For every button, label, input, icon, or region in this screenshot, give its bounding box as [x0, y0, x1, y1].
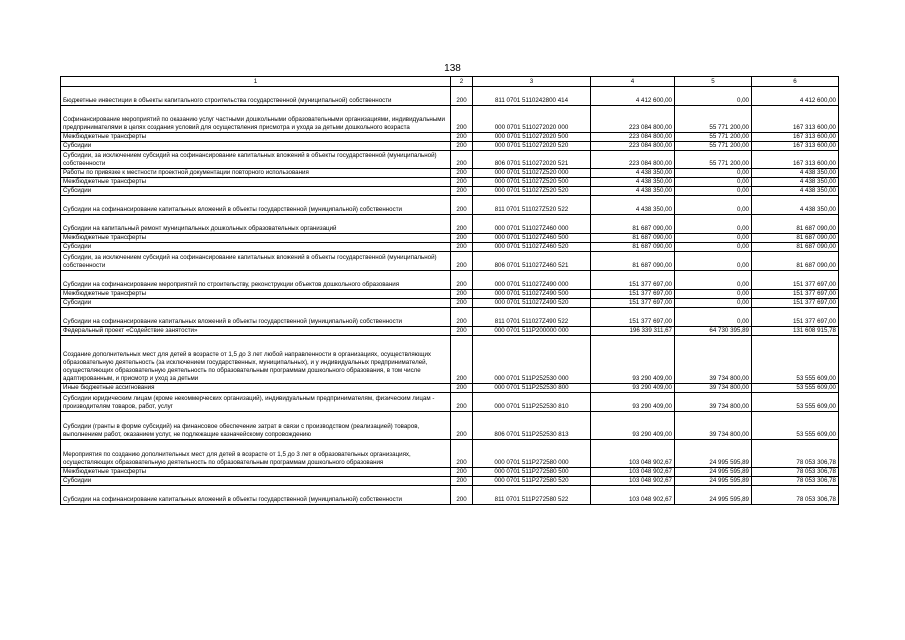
- table-row: [61, 187, 839, 196]
- row-amount-cell: 103 048 902,67: [591, 468, 675, 477]
- row-code-cell: 200: [451, 178, 473, 187]
- row-amount-cell: 167 313 600,00: [752, 151, 839, 169]
- row-code-cell: 200: [451, 384, 473, 393]
- row-name-cell: Субсидии: [61, 142, 451, 151]
- row-code-cell: 200: [451, 234, 473, 243]
- column-header: 5: [675, 77, 752, 87]
- row-amount-cell: 81 687 090,00: [591, 243, 675, 252]
- row-code-cell: 200: [451, 142, 473, 151]
- row-amount-cell: 81 687 090,00: [752, 243, 839, 252]
- row-amount-cell: 81 687 090,00: [591, 215, 675, 234]
- row-code-cell: 200: [451, 468, 473, 477]
- row-amount-cell: 151 377 697,00: [591, 299, 675, 308]
- table-row: [61, 178, 839, 187]
- row-classification-code-cell: 000 0701 5110272020 520: [473, 142, 591, 151]
- table-row: [61, 336, 839, 384]
- row-amount-cell: 4 438 350,00: [752, 196, 839, 215]
- row-amount-cell: 39 734 800,00: [675, 384, 752, 393]
- row-amount-cell: 223 084 800,00: [591, 142, 675, 151]
- table-header-row: [61, 77, 839, 87]
- row-amount-cell: 0,00: [675, 299, 752, 308]
- row-amount-cell: 39 734 800,00: [675, 393, 752, 412]
- row-name-cell: Работы по привязке к местности проектной документации повторного использования: [61, 169, 451, 178]
- row-code-cell: 200: [451, 106, 473, 133]
- row-amount-cell: 0,00: [675, 290, 752, 299]
- row-code-cell: 200: [451, 215, 473, 234]
- page-number: 138: [444, 63, 461, 74]
- row-amount-cell: 81 687 090,00: [752, 252, 839, 271]
- row-name-cell: Бюджетные инвестиции в объекты капитального строительства государственной (муниципальной) собственности: [61, 87, 451, 106]
- row-amount-cell: 53 555 609,00: [752, 393, 839, 412]
- budget-table: [60, 76, 839, 505]
- row-amount-cell: 64 730 395,89: [675, 327, 752, 336]
- table-row: [61, 151, 839, 169]
- row-name-cell: Создание дополнительных мест для детей в возрасте от 1,5 до 3 лет любой направленности в организациях, осуществляющих образовательную деятельность (за исключением государственных, муниципальных), и у индивидуальных предпринимателей, осуществляющих образовательную деятельность по образовательным программам дошкольного образования, в том числе адаптированным, и присмотр и уход за детьми: [61, 336, 451, 384]
- table-row: [61, 133, 839, 142]
- table-row: [61, 327, 839, 336]
- row-amount-cell: 4 438 350,00: [591, 178, 675, 187]
- column-header: 2: [451, 77, 473, 87]
- table-row: [61, 169, 839, 178]
- row-name-cell: Межбюджетные трансферты: [61, 133, 451, 142]
- row-amount-cell: 4 438 350,00: [752, 178, 839, 187]
- row-amount-cell: 0,00: [675, 308, 752, 327]
- table-row: [61, 196, 839, 215]
- column-header: 1: [61, 77, 451, 87]
- row-classification-code-cell: 000 0701 511P252530 800: [473, 384, 591, 393]
- table-row: [61, 252, 839, 271]
- row-code-cell: 200: [451, 271, 473, 290]
- table-row: [61, 384, 839, 393]
- row-name-cell: Межбюджетные трансферты: [61, 234, 451, 243]
- row-classification-code-cell: 000 0701 511P272580 500: [473, 468, 591, 477]
- table-row: [61, 477, 839, 486]
- row-amount-cell: 24 995 595,89: [675, 486, 752, 505]
- row-amount-cell: 103 048 902,67: [591, 440, 675, 468]
- row-name-cell: Мероприятия по созданию дополнительных мест для детей в возрасте от 1,5 до 3 лет в образовательных организациях, осуществляющих образовательную деятельность по образовательным программам дошкольного образования: [61, 440, 451, 468]
- row-amount-cell: 0,00: [675, 187, 752, 196]
- row-name-cell: Субсидии юридическим лицам (кроме некоммерческих организаций), индивидуальным предпринимателям, физическим лицам - производителям товаров, работ, услуг: [61, 393, 451, 412]
- table-row: [61, 243, 839, 252]
- row-name-cell: Субсидии (гранты в форме субсидий) на финансовое обеспечение затрат в связи с производством (реализацией) товаров, выполнением работ, оказанием услуг, не подлежащие казначейскому сопровождению: [61, 412, 451, 440]
- row-code-cell: 200: [451, 133, 473, 142]
- row-name-cell: Межбюджетные трансферты: [61, 178, 451, 187]
- row-amount-cell: 167 313 600,00: [752, 133, 839, 142]
- table-row: [61, 308, 839, 327]
- row-classification-code-cell: 000 0701 511P272580 000: [473, 440, 591, 468]
- row-code-cell: 200: [451, 308, 473, 327]
- row-amount-cell: 4 438 350,00: [591, 187, 675, 196]
- table-row: [61, 412, 839, 440]
- row-amount-cell: 4 438 350,00: [752, 187, 839, 196]
- row-amount-cell: 81 687 090,00: [591, 252, 675, 271]
- row-amount-cell: 0,00: [675, 234, 752, 243]
- row-amount-cell: 0,00: [675, 252, 752, 271]
- row-name-cell: Софинансирование мероприятий по оказанию услуг частными дошкольными образовательными организациями, индивидуальными предпринимателями в целях создания условий для осуществления присмотра и ухода за детьми дошкольного возраста: [61, 106, 451, 133]
- row-amount-cell: 24 995 595,89: [675, 440, 752, 468]
- table-row: [61, 299, 839, 308]
- row-amount-cell: 53 555 609,00: [752, 412, 839, 440]
- row-name-cell: Межбюджетные трансферты: [61, 290, 451, 299]
- row-amount-cell: 78 053 306,78: [752, 486, 839, 505]
- row-name-cell: Субсидии на софинансирование капитальных вложений в объекты государственной (муниципальной) собственности: [61, 308, 451, 327]
- row-amount-cell: 4 438 350,00: [591, 196, 675, 215]
- row-name-cell: Субсидии на софинансирование капитальных вложений в объекты государственной (муниципальной) собственности: [61, 486, 451, 505]
- row-classification-code-cell: 000 0701 511P272580 520: [473, 477, 591, 486]
- row-classification-code-cell: 811 0701 511P272580 522: [473, 486, 591, 505]
- row-code-cell: 200: [451, 412, 473, 440]
- row-amount-cell: 151 377 697,00: [591, 308, 675, 327]
- row-code-cell: 200: [451, 486, 473, 505]
- row-code-cell: 200: [451, 299, 473, 308]
- row-classification-code-cell: 000 0701 511027Z520 520: [473, 187, 591, 196]
- table-row: [61, 468, 839, 477]
- row-name-cell: Субсидии, за исключением субсидий на софинансирование капитальных вложений в объекты государственной (муниципальной) собственности: [61, 151, 451, 169]
- row-classification-code-cell: 811 0701 5110242800 414: [473, 87, 591, 106]
- row-amount-cell: 93 290 409,00: [591, 393, 675, 412]
- row-name-cell: Субсидии, за исключением субсидий на софинансирование капитальных вложений в объекты государственной (муниципальной) собственности: [61, 252, 451, 271]
- table-row: [61, 486, 839, 505]
- row-name-cell: Межбюджетные трансферты: [61, 468, 451, 477]
- row-amount-cell: 55 771 200,00: [675, 142, 752, 151]
- row-name-cell: Субсидии на капитальный ремонт муниципальных дошкольных образовательных организаций: [61, 215, 451, 234]
- row-amount-cell: 103 048 902,67: [591, 486, 675, 505]
- row-code-cell: 200: [451, 327, 473, 336]
- table-row: [61, 271, 839, 290]
- row-amount-cell: 151 377 697,00: [591, 271, 675, 290]
- table-row: [61, 290, 839, 299]
- row-amount-cell: 78 053 306,78: [752, 440, 839, 468]
- row-amount-cell: 196 339 311,67: [591, 327, 675, 336]
- row-amount-cell: 39 734 800,00: [675, 412, 752, 440]
- row-code-cell: 200: [451, 393, 473, 412]
- row-amount-cell: 53 555 609,00: [752, 384, 839, 393]
- row-amount-cell: 151 377 697,00: [752, 308, 839, 327]
- row-classification-code-cell: 000 0701 511P200000 000: [473, 327, 591, 336]
- table-row: [61, 106, 839, 133]
- row-amount-cell: 93 290 409,00: [591, 384, 675, 393]
- row-name-cell: Субсидии: [61, 187, 451, 196]
- row-name-cell: Субсидии: [61, 243, 451, 252]
- row-amount-cell: 0,00: [675, 196, 752, 215]
- row-code-cell: 200: [451, 290, 473, 299]
- row-code-cell: 200: [451, 477, 473, 486]
- row-classification-code-cell: 000 0701 511P252530 810: [473, 393, 591, 412]
- row-amount-cell: 0,00: [675, 243, 752, 252]
- row-classification-code-cell: 000 0701 5110272020 500: [473, 133, 591, 142]
- row-classification-code-cell: 806 0701 511027Z460 521: [473, 252, 591, 271]
- row-amount-cell: 223 084 800,00: [591, 133, 675, 142]
- row-amount-cell: 81 687 090,00: [591, 234, 675, 243]
- table-row: [61, 234, 839, 243]
- row-amount-cell: 131 608 915,78: [752, 327, 839, 336]
- row-code-cell: 200: [451, 196, 473, 215]
- row-amount-cell: 55 771 200,00: [675, 151, 752, 169]
- row-amount-cell: 24 995 595,89: [675, 468, 752, 477]
- row-amount-cell: 151 377 697,00: [752, 290, 839, 299]
- row-code-cell: 200: [451, 169, 473, 178]
- row-amount-cell: 0,00: [675, 215, 752, 234]
- row-code-cell: 200: [451, 252, 473, 271]
- row-amount-cell: 151 377 697,00: [752, 299, 839, 308]
- row-amount-cell: 81 687 090,00: [752, 215, 839, 234]
- row-classification-code-cell: 000 0701 511027Z490 520: [473, 299, 591, 308]
- row-classification-code-cell: 000 0701 511027Z460 500: [473, 234, 591, 243]
- row-code-cell: 200: [451, 187, 473, 196]
- row-amount-cell: 151 377 697,00: [752, 271, 839, 290]
- table-row: [61, 215, 839, 234]
- table-row: [61, 393, 839, 412]
- row-amount-cell: 103 048 902,67: [591, 477, 675, 486]
- table-row: [61, 87, 839, 106]
- row-amount-cell: 4 438 350,00: [591, 169, 675, 178]
- row-classification-code-cell: 811 0701 511027Z520 522: [473, 196, 591, 215]
- row-classification-code-cell: 000 0701 511P252530 000: [473, 336, 591, 384]
- column-header: 3: [473, 77, 591, 87]
- row-amount-cell: 55 771 200,00: [675, 133, 752, 142]
- row-amount-cell: 39 734 800,00: [675, 336, 752, 384]
- row-amount-cell: 0,00: [675, 169, 752, 178]
- row-amount-cell: 0,00: [675, 87, 752, 106]
- row-amount-cell: 167 313 600,00: [752, 106, 839, 133]
- row-name-cell: Федеральный проект «Содействие занятости»: [61, 327, 451, 336]
- row-amount-cell: 53 555 609,00: [752, 336, 839, 384]
- row-name-cell: Субсидии на софинансирование мероприятий по строительству, реконструкции объектов дошкольного образования: [61, 271, 451, 290]
- column-header: 4: [591, 77, 675, 87]
- row-amount-cell: 0,00: [675, 178, 752, 187]
- row-classification-code-cell: 000 0701 511027Z520 500: [473, 178, 591, 187]
- table-row: [61, 142, 839, 151]
- row-amount-cell: 4 412 600,00: [752, 87, 839, 106]
- row-amount-cell: 4 412 600,00: [591, 87, 675, 106]
- row-code-cell: 200: [451, 243, 473, 252]
- table-body: [61, 87, 839, 505]
- row-amount-cell: 78 053 306,78: [752, 477, 839, 486]
- row-amount-cell: 93 290 409,00: [591, 336, 675, 384]
- table-row: [61, 440, 839, 468]
- row-classification-code-cell: 000 0701 511027Z520 000: [473, 169, 591, 178]
- row-amount-cell: 0,00: [675, 271, 752, 290]
- row-amount-cell: 4 438 350,00: [752, 169, 839, 178]
- row-amount-cell: 167 313 600,00: [752, 142, 839, 151]
- column-header: 6: [752, 77, 839, 87]
- row-code-cell: 200: [451, 87, 473, 106]
- row-classification-code-cell: 806 0701 5110272020 521: [473, 151, 591, 169]
- row-amount-cell: 93 290 409,00: [591, 412, 675, 440]
- row-name-cell: Субсидии: [61, 477, 451, 486]
- row-name-cell: Иные бюджетные ассигнования: [61, 384, 451, 393]
- row-amount-cell: 55 771 200,00: [675, 106, 752, 133]
- row-classification-code-cell: 000 0701 511027Z460 000: [473, 215, 591, 234]
- row-amount-cell: 223 084 800,00: [591, 106, 675, 133]
- row-code-cell: 200: [451, 151, 473, 169]
- row-amount-cell: 151 377 697,00: [591, 290, 675, 299]
- row-classification-code-cell: 000 0701 511027Z490 500: [473, 290, 591, 299]
- row-code-cell: 200: [451, 440, 473, 468]
- row-amount-cell: 223 084 800,00: [591, 151, 675, 169]
- row-code-cell: 200: [451, 336, 473, 384]
- row-classification-code-cell: 811 0701 511027Z490 522: [473, 308, 591, 327]
- row-amount-cell: 78 053 306,78: [752, 468, 839, 477]
- row-amount-cell: 24 995 595,89: [675, 477, 752, 486]
- row-classification-code-cell: 000 0701 511027Z460 520: [473, 243, 591, 252]
- row-classification-code-cell: 000 0701 511027Z490 000: [473, 271, 591, 290]
- row-name-cell: Субсидии на софинансирование капитальных вложений в объекты государственной (муниципальной) собственности: [61, 196, 451, 215]
- row-classification-code-cell: 000 0701 5110272020 000: [473, 106, 591, 133]
- row-name-cell: Субсидии: [61, 299, 451, 308]
- row-amount-cell: 81 687 090,00: [752, 234, 839, 243]
- row-classification-code-cell: 806 0701 511P252530 813: [473, 412, 591, 440]
